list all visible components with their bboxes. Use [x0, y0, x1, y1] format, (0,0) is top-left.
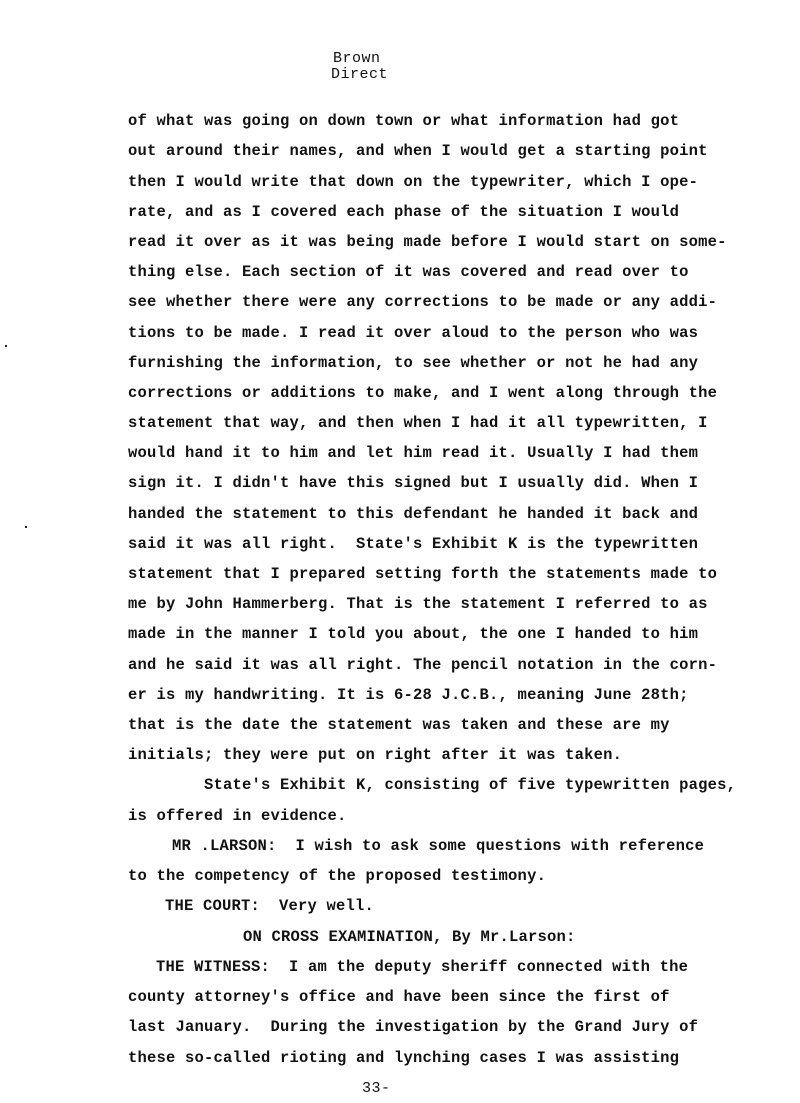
body-line: out around their names, and when I would get a starting point — [128, 142, 708, 160]
body-line: last January. During the investigation by the Grand Jury of — [128, 1018, 699, 1036]
section-heading-cross-examination: ON CROSS EXAMINATION, By Mr.Larson: — [243, 928, 576, 946]
header-examination-type: Direct — [331, 66, 389, 83]
body-line: furnishing the information, to see whether or not he had any — [128, 354, 699, 372]
header-witness-name: Brown — [333, 50, 381, 67]
body-line: thing else. Each section of it was covered and read over to — [128, 263, 689, 281]
body-line: county attorney's office and have been since the first of — [128, 988, 670, 1006]
body-line: corrections or additions to make, and I went along through the — [128, 384, 718, 402]
body-line: to the competency of the proposed testimony. — [128, 867, 547, 885]
speaker-larson-line: MR .LARSON: I wish to ask some questions with reference — [172, 837, 705, 855]
body-line: rate, and as I covered each phase of the situation I would — [128, 203, 680, 221]
scan-speck — [25, 526, 27, 528]
scan-speck — [5, 345, 7, 347]
body-line: tions to be made. I read it over aloud to the person who was — [128, 324, 699, 342]
exhibit-offer-line: State's Exhibit K, consisting of five typewritten pages, — [204, 776, 737, 794]
body-line: and he said it was all right. The pencil notation in the corn- — [128, 656, 718, 674]
speaker-court-line: THE COURT: Very well. — [165, 897, 375, 915]
body-line: said it was all right. State's Exhibit K is the typewritten — [128, 535, 699, 553]
body-line: read it over as it was being made before I would start on some- — [128, 233, 727, 251]
body-line: then I would write that down on the typewriter, which I ope- — [128, 173, 699, 191]
body-line: made in the manner I told you about, the one I handed to him — [128, 625, 699, 643]
body-line: would hand it to him and let him read it. Usually I had them — [128, 444, 699, 462]
body-line: me by John Hammerberg. That is the statement I referred to as — [128, 595, 708, 613]
body-line: is offered in evidence. — [128, 807, 347, 825]
body-line: see whether there were any corrections to be made or any addi- — [128, 293, 718, 311]
body-line: that is the date the statement was taken and these are my — [128, 716, 670, 734]
body-line: er is my handwriting. It is 6-28 J.C.B., meaning June 28th; — [128, 686, 689, 704]
body-line: statement that I prepared setting forth the statements made to — [128, 565, 718, 583]
body-line: handed the statement to this defendant he handed it back and — [128, 505, 699, 523]
body-line: of what was going on down town or what information had got — [128, 112, 680, 130]
speaker-witness-line: THE WITNESS: I am the deputy sheriff connected with the — [156, 958, 689, 976]
body-line: sign it. I didn't have this signed but I usually did. When I — [128, 474, 699, 492]
body-line: initials; they were put on right after it was taken. — [128, 746, 623, 764]
body-line: these so-called rioting and lynching cases I was assisting — [128, 1049, 680, 1067]
page-number: 33- — [362, 1080, 391, 1097]
body-line: statement that way, and then when I had it all typewritten, I — [128, 414, 708, 432]
